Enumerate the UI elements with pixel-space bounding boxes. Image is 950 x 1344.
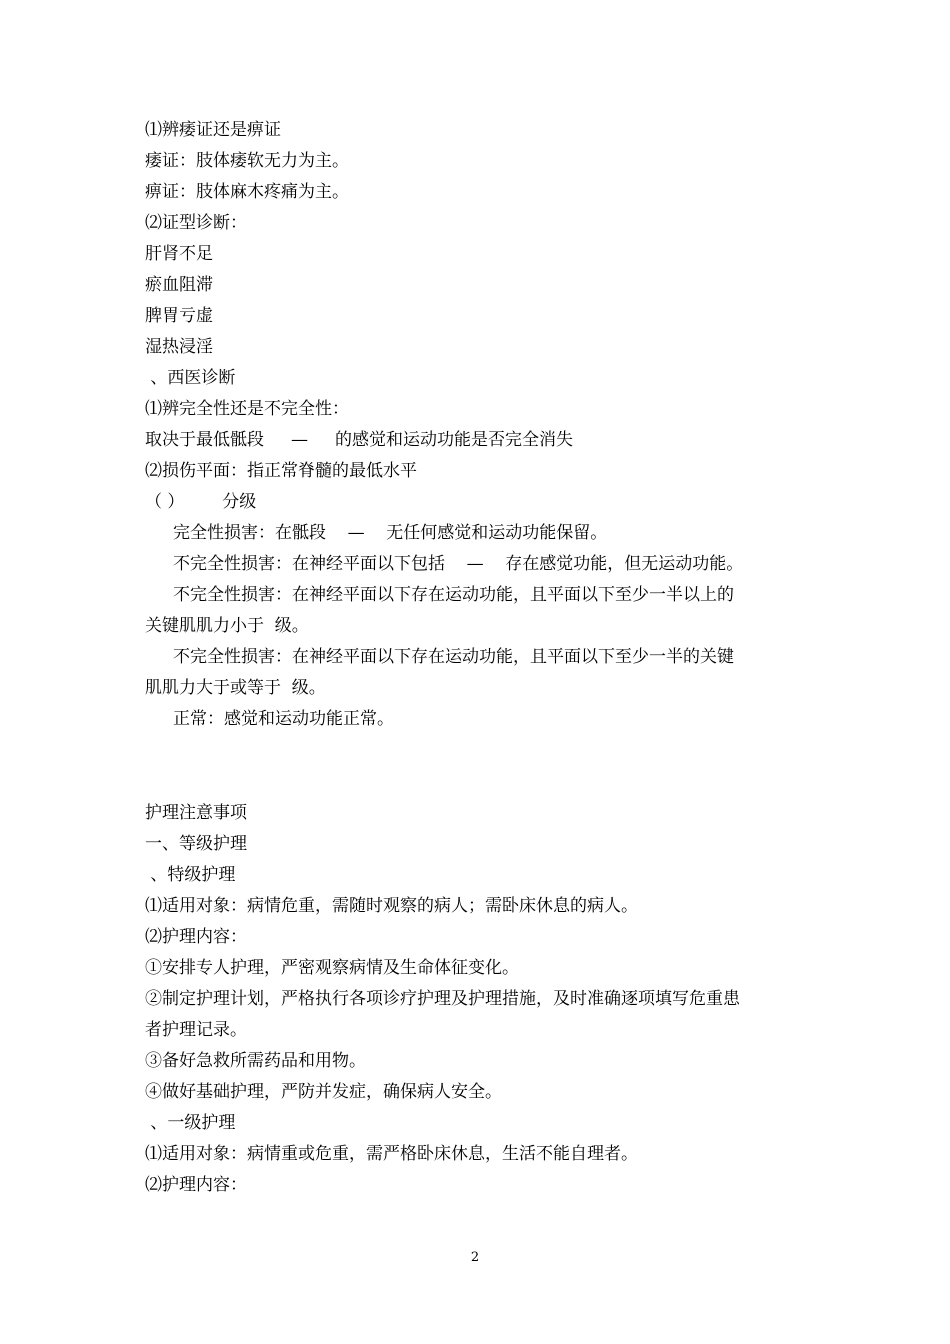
text-line: 不完全性损害：在神经平面以下存在运动功能，且平面以下至少一半以上的 bbox=[173, 585, 734, 605]
text-line: （ ） 分级 bbox=[145, 492, 257, 512]
text-line: ⑴适用对象：病情重或危重，需严格卧床休息，生活不能自理者。 bbox=[145, 1144, 638, 1164]
text-line: 完全性损害：在骶段 — 无任何感觉和运动功能保留。 bbox=[173, 523, 608, 543]
text-line: 脾胃亏虚 bbox=[145, 306, 213, 326]
text-line: ⑵护理内容： bbox=[145, 1175, 247, 1195]
text-line: 瘀血阻滞 bbox=[145, 275, 213, 295]
text-line: 肝肾不足 bbox=[145, 244, 213, 264]
section-heading: 、西医诊断 bbox=[145, 368, 236, 388]
text-line: ⑵护理内容： bbox=[145, 927, 247, 947]
text-line: ⑴适用对象：病情危重，需随时观察的病人；需卧床休息的病人。 bbox=[145, 896, 638, 916]
text-line: 不完全性损害：在神经平面以下存在运动功能，且平面以下至少一半的关键 bbox=[173, 647, 734, 667]
text-line: 湿热浸淫 bbox=[145, 337, 213, 357]
text-line: ⑴辨痿证还是痹证 bbox=[145, 120, 281, 140]
section-heading: 、特级护理 bbox=[145, 865, 236, 885]
text-line: 痿证：肢体痿软无力为主。 bbox=[145, 151, 349, 171]
text-line: 取决于最低骶段 — 的感觉和运动功能是否完全消失 bbox=[145, 430, 574, 450]
text-line: ⑵证型诊断： bbox=[145, 213, 247, 233]
list-item: ①安排专人护理，严密观察病情及生命体征变化。 bbox=[145, 958, 519, 978]
section-heading: 一、等级护理 bbox=[145, 834, 247, 854]
list-item: ③备好急救所需药品和用物。 bbox=[145, 1051, 366, 1071]
text-line: ⑴辨完全性还是不完全性： bbox=[145, 399, 349, 419]
list-item: ②制定护理计划，严格执行各项诊疗护理及护理措施，及时准确逐项填写危重患 bbox=[145, 989, 740, 1009]
text-line: 肌肌力大于或等于 级。 bbox=[145, 678, 326, 698]
section-heading: 、一级护理 bbox=[145, 1113, 236, 1133]
section-title: 护理注意事项 bbox=[145, 803, 247, 823]
list-item: ④做好基础护理，严防并发症，确保病人安全。 bbox=[145, 1082, 502, 1102]
text-line: 者护理记录。 bbox=[145, 1020, 247, 1040]
text-line: 正常：感觉和运动功能正常。 bbox=[173, 709, 394, 729]
text-line: 痹证：肢体麻木疼痛为主。 bbox=[145, 182, 349, 202]
text-line: ⑵损伤平面：指正常脊髓的最低水平 bbox=[145, 461, 417, 481]
page-number: 2 bbox=[470, 1250, 480, 1265]
text-line: 关键肌肌力小于 级。 bbox=[145, 616, 309, 636]
text-line: 不完全性损害：在神经平面以下包括 — 存在感觉功能，但无运动功能。 bbox=[173, 554, 744, 574]
